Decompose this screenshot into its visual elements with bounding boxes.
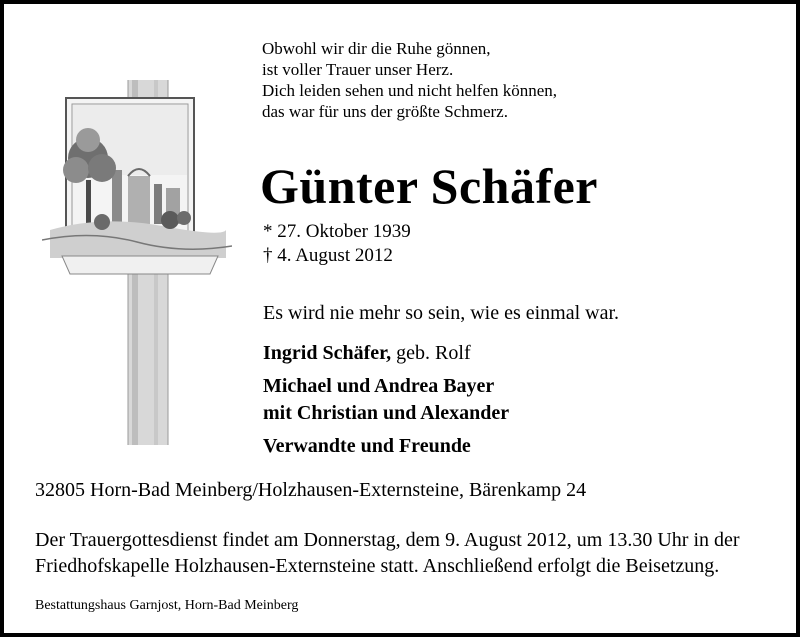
deceased-name: Günter Schäfer xyxy=(260,158,598,214)
birth-date: * 27. Oktober 1939 xyxy=(263,221,411,242)
poem-line: Obwohl wir dir die Ruhe gönnen, xyxy=(262,39,491,58)
undertaker-credit: Bestattungshaus Garnjost, Horn-Bad Meinberg xyxy=(35,598,299,613)
mourner-grandchildren: mit Christian und Alexander xyxy=(263,402,510,424)
mourner-children: Michael und Andrea Bayer xyxy=(263,375,495,397)
service-line: Der Trauergottesdienst findet am Donnerstag, dem 9. August 2012, um 13.30 Uhr in der xyxy=(35,529,740,551)
mourner-spouse-maiden: geb. Rolf xyxy=(391,342,471,364)
memorial-quote: Es wird nie mehr so sein, wie es einmal war. xyxy=(263,302,620,324)
poem-line: Dich leiden sehen und nicht helfen können, xyxy=(262,81,558,100)
poem-line: das war für uns der größte Schmerz. xyxy=(262,102,508,121)
cross-landscape-illustration-icon xyxy=(42,80,232,445)
death-date: † 4. August 2012 xyxy=(263,245,393,266)
mourner-spouse xyxy=(263,340,509,367)
family-address: 32805 Horn-Bad Meinberg/Holzhausen-Externsteine, Bärenkamp 24 xyxy=(35,479,587,501)
mourners-list xyxy=(263,340,509,460)
life-dates xyxy=(263,220,411,268)
funeral-service-info xyxy=(35,527,765,579)
poem-line: ist voller Trauer unser Herz. xyxy=(262,60,454,79)
service-line: Friedhofskapelle Holzhausen-Externsteine statt. Anschließend erfolgt die Beisetzung. xyxy=(35,555,720,577)
mourner-spouse-name: Ingrid Schäfer, xyxy=(263,342,392,364)
mourner-relatives: Verwandte und Freunde xyxy=(263,435,471,457)
poem xyxy=(262,38,557,122)
